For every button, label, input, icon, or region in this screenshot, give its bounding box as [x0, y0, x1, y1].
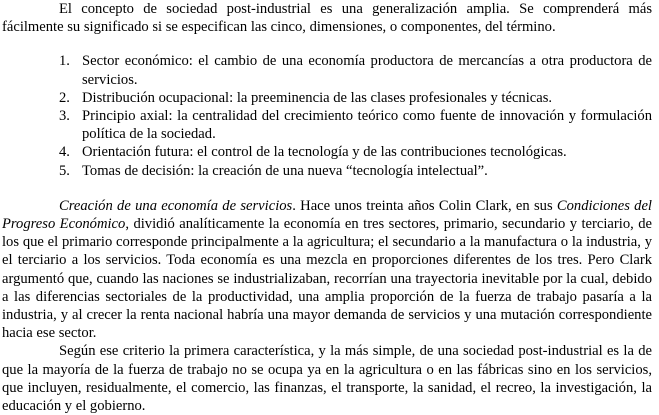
list-item — [59, 162, 652, 180]
list-item — [59, 89, 652, 107]
list-item — [59, 107, 652, 143]
list-item-number: 3. — [59, 108, 70, 125]
book-title: Condiciones del Progreso Económico — [2, 197, 652, 233]
list-item-text: Tomas de decisión: la creación de una nueva “tecnología intelectual”. — [82, 162, 488, 179]
paragraph-services-economy — [0, 197, 659, 343]
section-heading: Creación de una economía de servicios — [59, 197, 293, 214]
list-item-number: 2. — [59, 89, 70, 106]
paragraph-criterion: Según ese criterio la primera característica, y la más simple, de una sociedad post-industrial es la de que la mayoría de la fuerza de trabajo no se ocupa ya en la agricultura o en las fábricas sino en los servicios, que incluyen, residualmente, el comercio, las finanzas, el transporte, la sanidad, el recreo, la investigación, la educación y el gobierno. — [2, 343, 652, 415]
list-item-number: 5. — [59, 162, 70, 179]
paragraph-text: , dividió analíticamente la economía en tres sectores, primario, secundario y terciario, de los que el primario corresponde principalmente a la agricultura; el secundario a la manufactura o la industria, y el terciario a los servicios. Toda economía es una mezcla en proporciones diferentes de los tres. Pero Clark argumentó que, cuando las naciones se industrializaban, recorrían una trayectoria inevitable por la cual, debido a las diferencias sectoriales de la productividad, una amplia proporción de la fuerza de trabajo pasaría a la industria, y al crecer la renta nacional habría una mayor demanda de servicios y una mutación correspondiente hacia ese sector. — [2, 216, 652, 342]
list-item — [59, 52, 652, 88]
list-item-text: Sector económico: el cambio de una economía productora de mercancías a otra productora de servicios. — [82, 53, 652, 88]
list-item-text: Principio axial: la centralidad del crecimiento teórico como fuente de innovación y formulación política de la sociedad. — [82, 108, 652, 143]
list-item-number: 4. — [59, 144, 70, 161]
list-item-text: Distribución ocupacional: la preeminencia de las clases profesionales y técnicas. — [82, 89, 553, 106]
paragraph-intro: El concepto de sociedad post-industrial es una generalización amplia. Se comprenderá más fácilmente su significado si se especifican las cinco, dimensiones, o componentes, del término. — [2, 1, 652, 36]
components-list — [0, 52, 659, 179]
list-item-number: 1. — [59, 53, 70, 70]
list-item — [59, 143, 652, 161]
list-item-text: Orientación futura: el control de la tecnología y de las contribuciones tecnológicas. — [82, 144, 567, 161]
paragraph-text: . Hace unos treinta años Colin Clark, en sus — [292, 197, 557, 214]
